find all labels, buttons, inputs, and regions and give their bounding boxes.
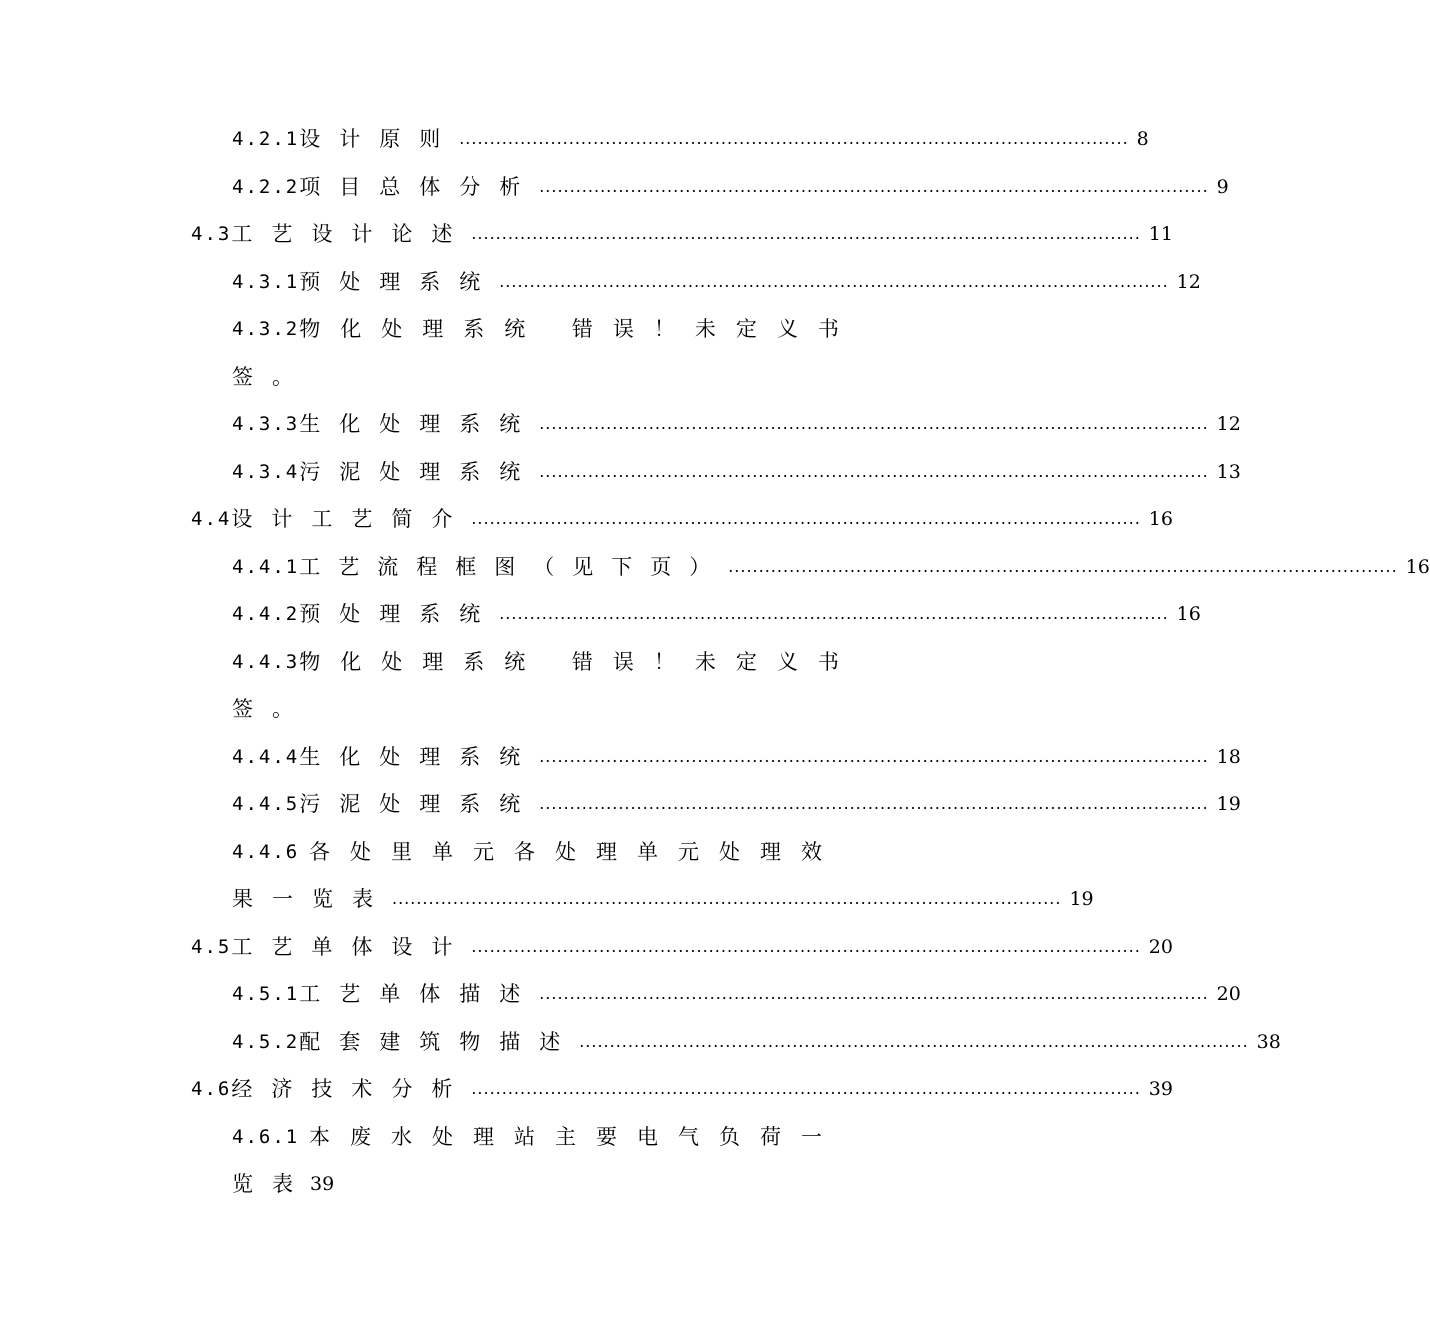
toc-leader: .............................................................................................................. <box>539 462 1209 481</box>
toc-page-number: 12 <box>1176 271 1201 293</box>
toc-entry-continuation <box>232 883 1094 913</box>
toc-number: 4.3.1 <box>232 271 300 293</box>
toc-leader: .............................................................................................................. <box>539 177 1209 196</box>
toc-number: 4.4.5 <box>232 793 300 815</box>
toc-number: 4.4.6 <box>232 841 300 863</box>
toc-title: 工艺单体设计 <box>231 935 472 959</box>
toc-entry[interactable] <box>232 978 1241 1008</box>
toc-entry[interactable] <box>232 598 1201 628</box>
toc-page-number: 12 <box>1216 413 1241 435</box>
toc-entry[interactable] <box>232 171 1229 201</box>
toc-title-continuation: 览表 <box>232 1172 312 1196</box>
toc-leader: .............................................................................................................. <box>392 889 1062 908</box>
toc-leader: .............................................................................................................. <box>499 272 1169 291</box>
toc-page-number: 20 <box>1216 983 1241 1005</box>
toc-page-number: 19 <box>1069 888 1094 910</box>
toc-title: 设计原则 <box>299 127 460 151</box>
toc-number: 4.5.2 <box>232 1031 300 1053</box>
toc-entry[interactable] <box>191 931 1173 961</box>
toc-entry[interactable] <box>232 408 1241 438</box>
toc-entry[interactable] <box>232 1121 842 1151</box>
toc-page-number: 16 <box>1148 508 1173 530</box>
toc-title: 物化处理系统 错误！未定义书 <box>299 317 859 341</box>
toc-entry[interactable] <box>232 1026 1281 1056</box>
toc-page-number: 38 <box>1256 1031 1281 1053</box>
toc-entry[interactable] <box>232 456 1241 486</box>
toc-title: 生化处理系统 <box>299 745 540 769</box>
toc-title: 本废水处理站主要电气负荷一 <box>309 1125 842 1149</box>
toc-entry[interactable] <box>232 551 1430 581</box>
toc-number: 4.5.1 <box>232 983 300 1005</box>
toc-entry[interactable] <box>191 1073 1173 1103</box>
toc-title: 物化处理系统 错误！未定义书 <box>299 650 859 674</box>
toc-number: 4.4.2 <box>232 603 300 625</box>
toc-leader: .............................................................................................................. <box>539 414 1209 433</box>
toc-entry[interactable] <box>232 313 859 343</box>
toc-entry[interactable] <box>191 503 1173 533</box>
toc-title: 经济技术分析 <box>231 1077 472 1101</box>
toc-title: 设计工艺简介 <box>231 507 472 531</box>
toc-entry[interactable] <box>232 788 1241 818</box>
toc-leader: .............................................................................................................. <box>728 557 1398 576</box>
toc-title: 配套建筑物描述 <box>299 1030 580 1054</box>
toc-title: 预处理系统 <box>299 270 500 294</box>
toc-title: 工艺流程框图（见下页） <box>299 555 729 579</box>
toc-number: 4.6.1 <box>232 1126 300 1148</box>
toc-leader: .............................................................................................................. <box>499 604 1169 623</box>
toc-leader: .............................................................................................................. <box>579 1032 1249 1051</box>
toc-leader: .............................................................................................................. <box>471 509 1141 528</box>
toc-entry-continuation <box>232 1168 432 1198</box>
toc-entry[interactable] <box>232 741 1241 771</box>
toc-leader: .............................................................................................................. <box>539 984 1209 1003</box>
toc-number: 4.4.1 <box>232 556 300 578</box>
toc-leader: .............................................................................................................. <box>539 747 1209 766</box>
toc-leader: .............................................................................................................. <box>471 1079 1141 1098</box>
toc-title: 污泥处理系统 <box>299 460 540 484</box>
toc-entry[interactable] <box>232 836 842 866</box>
toc-leader: .............................................................................................................. <box>459 129 1129 148</box>
toc-page-number: 9 <box>1216 176 1229 198</box>
toc-page-number: 39 <box>310 1173 335 1195</box>
toc-leader: .............................................................................................................. <box>471 224 1141 243</box>
toc-title: 污泥处理系统 <box>299 792 540 816</box>
toc-page-number: 13 <box>1216 461 1241 483</box>
toc-title: 项目总体分析 <box>299 175 540 199</box>
toc-title-continuation: 签。 <box>232 697 312 721</box>
toc-number: 4.3 <box>191 223 232 245</box>
toc-entry-continuation <box>232 693 432 723</box>
toc-title: 工艺设计论述 <box>231 222 472 246</box>
toc-page-number: 16 <box>1176 603 1201 625</box>
toc-title-continuation: 签。 <box>232 365 312 389</box>
toc-title: 生化处理系统 <box>299 412 540 436</box>
toc-number: 4.4.3 <box>232 651 300 673</box>
toc-number: 4.3.4 <box>232 461 300 483</box>
toc-entry[interactable] <box>191 218 1173 248</box>
toc-number: 4.3.3 <box>232 413 300 435</box>
toc-number: 4.2.1 <box>232 128 300 150</box>
toc-page-number: 11 <box>1148 223 1173 245</box>
toc-page-number: 20 <box>1148 936 1173 958</box>
toc-page-number: 18 <box>1216 746 1241 768</box>
toc-leader: .............................................................................................................. <box>539 794 1209 813</box>
toc-number: 4.5 <box>191 936 232 958</box>
toc-number: 4.4 <box>191 508 232 530</box>
toc-page-number: 8 <box>1136 128 1149 150</box>
toc-title: 预处理系统 <box>299 602 500 626</box>
toc-entry[interactable] <box>232 123 1149 153</box>
toc-entry[interactable] <box>232 646 859 676</box>
toc-title: 各处里单元各处理单元处理效 <box>309 840 842 864</box>
toc-number: 4.2.2 <box>232 176 300 198</box>
toc-title: 工艺单体描述 <box>299 982 540 1006</box>
toc-number: 4.3.2 <box>232 318 300 340</box>
toc-entry[interactable] <box>232 266 1201 296</box>
toc-leader: .............................................................................................................. <box>471 937 1141 956</box>
toc-entry-continuation <box>232 361 432 391</box>
toc-page-number: 39 <box>1148 1078 1173 1100</box>
toc-page-number: 19 <box>1216 793 1241 815</box>
toc-number: 4.6 <box>191 1078 232 1100</box>
toc-title-continuation: 果一览表 <box>232 887 392 911</box>
toc-page-number: 16 <box>1405 556 1430 578</box>
toc-number: 4.4.4 <box>232 746 300 768</box>
